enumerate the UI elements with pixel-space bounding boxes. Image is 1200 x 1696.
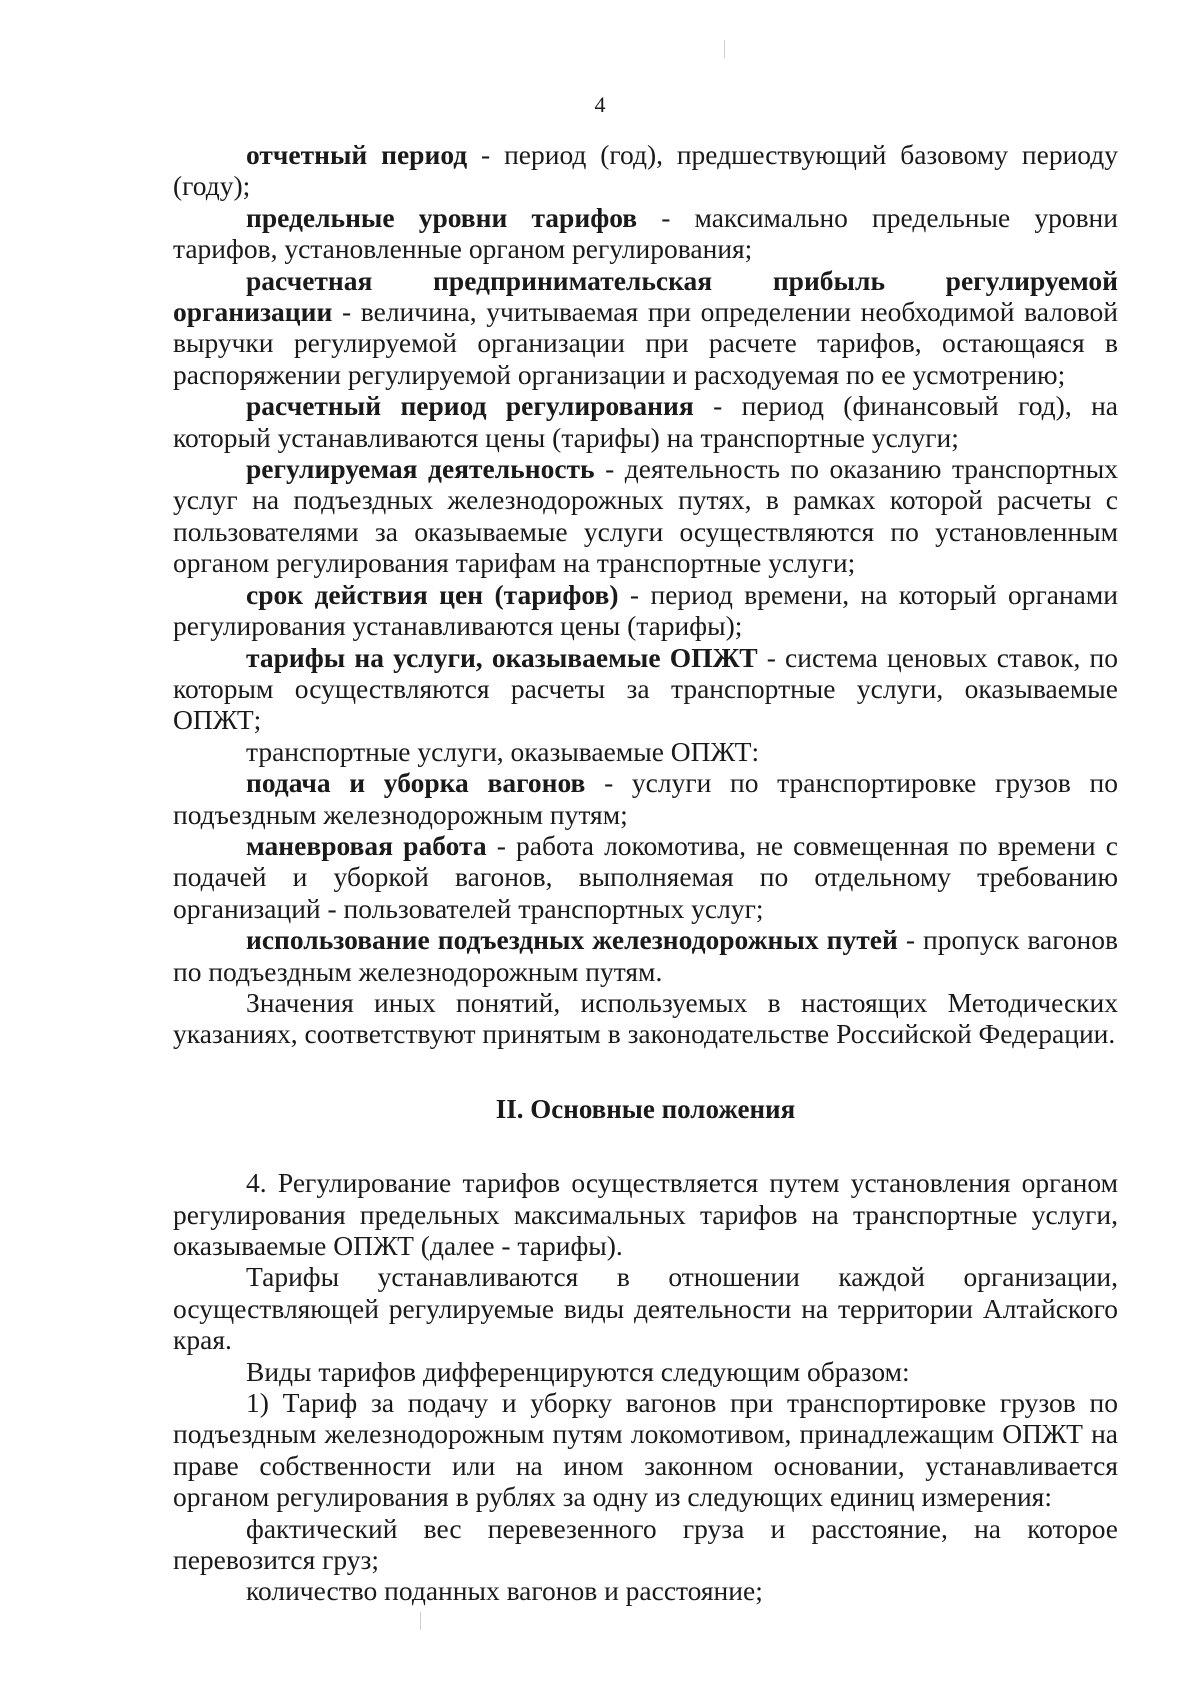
definition-paragraph [173,202,1118,265]
service-term: использование подъездных железнодорожных путей [246,924,898,956]
scan-artifact [420,1612,421,1630]
definition-term: срок действия цен (тарифов) [246,578,619,610]
service-term: маневровая работа [246,829,487,861]
section-paragraph: количество поданных вагонов и расстояние; [246,1575,763,1607]
definition-paragraph [173,265,1118,391]
service-term: подача и уборка вагонов [246,767,586,799]
definition-paragraph [173,642,1118,736]
definition-text: - период (финансовый год), на который устанавливаются цены (тарифы) на транспортные услуги; [173,390,1118,453]
service-text: - пропуск вагонов по подъездным железнодорожным путям. [173,924,1118,987]
services-intro: транспортные услуги, оказываемые ОПЖТ: [246,735,760,767]
scan-artifact [724,40,725,58]
service-paragraph [173,767,1118,830]
section-paragraph: 1) Тариф за подачу и уборку вагонов при транспортировке грузов по подъездным железнодорожным путям локомотивом, принадлежащим ОПЖТ на праве собственности или на ином законном основании, устанавливается органом регулирования в рублях за одну из следующих единиц измерения: [173,1387,1118,1513]
section-paragraph: фактический вес перевезенного груза и расстояние, на которое перевозится груз; [173,1512,1118,1576]
definition-text: - система ценовых ставок, по которым осуществляются расчеты за транспортные услуги, оказываемые ОПЖТ; [173,641,1118,736]
definition-text: - период (год), предшествующий базовому периоду (году); [173,139,1119,202]
definition-paragraph [173,579,1118,642]
section-heading: II. Основные положения [495,1093,796,1124]
definition-term: расчетная предпринимательская прибыль регулируемой организации [173,264,1118,328]
definition-paragraph [173,453,1118,579]
section-paragraph: 4. Регулирование тарифов осуществляется путем установления органом регулирования предельных максимальных тарифов на транспортные услуги, оказываемые ОПЖТ (далее - тарифы). [173,1167,1118,1261]
service-paragraph [173,830,1118,924]
definition-text: - максимально предельные уровни тарифов, установленные органом регулирования; [173,201,1118,265]
definition-text: - период времени, на который органами регулирования устанавливаются цены (тарифы); [173,578,1118,642]
document-body [173,139,1118,1607]
definition-term: регулируемая деятельность [246,453,595,485]
section-paragraph: Тарифы устанавливаются в отношении каждой организации, осуществляющей регулируемые виды деятельности на территории Алтайского края. [173,1261,1118,1356]
service-text: - услуги по транспортировке грузов по подъездным железнодорожным путям; [173,767,1118,830]
service-paragraph [173,924,1118,987]
page-number: 4 [594,92,606,117]
definition-text: - величина, учитываемая при определении необходимой валовой выручки регулируемой организации при расчете тарифов, остающаяся в распоряжении регулируемой организации и расходуемая по ее усмотрению; [173,296,1118,390]
service-text: - работа локомотива, не совмещенная по времени с подачей и уборкой вагонов, выполняемая по отдельному требованию организаций - пользователей транспортных услуг; [173,829,1118,924]
definition-text: - деятельность по оказанию транспортных услуг на подъездных железнодорожных путях, в рамках которой расчеты с пользователями за оказываемые услуги осуществляются по установленным органом регулирования тарифам на транспортные услуги; [173,453,1118,579]
definition-term: отчетный период [246,139,468,170]
definition-term: предельные уровни тарифов [246,201,638,233]
closing-definition: Значения иных понятий, используемых в настоящих Методических указаниях, соответствуют принятым в законодательстве Российской Федерации. [173,986,1118,1050]
definition-term: расчетный период регулирования [246,390,694,422]
definition-term: тарифы на услуги, оказываемые ОПЖТ [246,641,758,673]
section-paragraph: Виды тарифов дифференцируются следующим образом: [246,1355,910,1387]
definition-paragraph [173,390,1118,453]
definition-paragraph [173,139,1118,202]
